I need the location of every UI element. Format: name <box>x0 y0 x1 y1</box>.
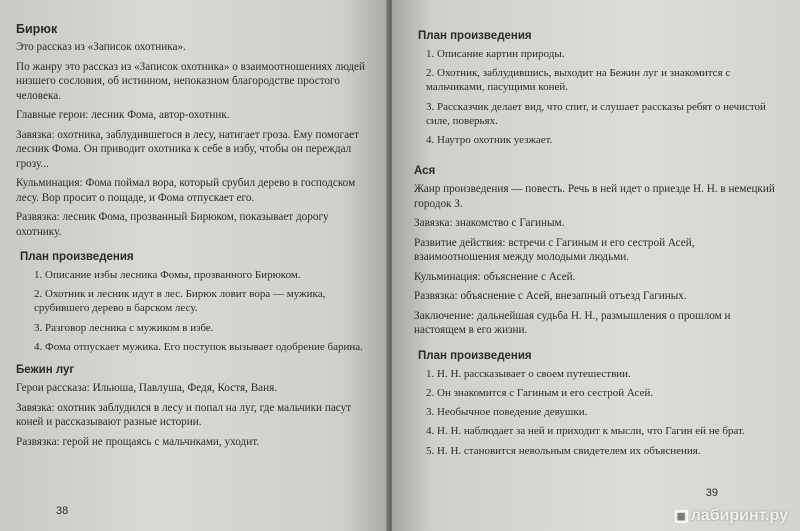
watermark <box>675 507 788 525</box>
right-page <box>392 0 800 531</box>
bezhin-plan-item: 3. Рассказчик делает вид, что спит, и слушает рассказы ребят о нечистой силе, поверьях. <box>426 100 766 127</box>
bezhin-heading: Бежин луг <box>16 364 75 377</box>
bezhin-paragraph: Развязка: герой не прощаясь с мальчиками, уходит. <box>16 435 260 448</box>
left-page <box>0 0 388 531</box>
asya-plan-item: 2. Он знакомится с Гагиным и его сестрой Асей. <box>426 386 654 399</box>
bezhin-plan-item: 1. Описание картин природы. <box>426 48 565 60</box>
asya-paragraph: Кульминация: объяснение с Асей. <box>414 270 576 283</box>
right-page-number: 39 <box>705 487 718 499</box>
biryuk-plan-title: План произведения <box>20 251 134 263</box>
biryuk-plan-item: 1. Описание избы лесника Фомы, прозванного Бирюком. <box>34 269 301 281</box>
labyrinth-logo-icon: ▦ <box>675 510 688 523</box>
biryuk-paragraph: По жанру это рассказ из «Записок охотника» о взаимоотношениях людей низшего сословия, об истинном, непоказном благородстве простого человека. <box>16 60 366 102</box>
asya-paragraph: Развязка: объяснение с Асей, внезапный отъезд Гагиных. <box>414 290 687 303</box>
asya-paragraph: Завязка: знакомство с Гагиным. <box>414 217 565 230</box>
asya-paragraph: Жанр произведения — повесть. Речь в ней идет о приезде Н. Н. в немецкий городок З. <box>414 183 775 210</box>
asya-plan-item: 3. Необычное поведение девушки. <box>426 406 588 419</box>
biryuk-plan-item: 4. Фома отпускает мужика. Его поступок вызывает одобрение барина. <box>34 340 363 353</box>
asya-paragraph: Заключение: дальнейшая судьба Н. Н., размышления о прошлом и настоящем в его жизни. <box>414 309 731 337</box>
bezhin-paragraph: Завязка: охотник заблудился в лесу и попал на луг, где мальчики пасут коней и рассказывают разные истории. <box>16 401 352 429</box>
bezhin-plan-title: План произведения <box>418 30 532 42</box>
biryuk-heading: Бирюк <box>16 22 58 36</box>
biryuk-plan-item: 3. Разговор лесника с мужиком в избе. <box>34 321 214 334</box>
asya-plan-title: План произведения <box>418 349 532 362</box>
asya-paragraph: Развитие действия: встречи с Гагиным и его сестрой Асей, взаимоотношения между молодыми людьми. <box>414 236 695 264</box>
asya-heading: Ася <box>414 165 436 178</box>
bezhin-plan-item: 2. Охотник, заблудившись, выходит на Бежин луг и знакомится с мальчиками, пасущими коней. <box>426 67 731 94</box>
biryuk-paragraph: Это рассказ из «Записок охотника». <box>16 41 186 53</box>
asya-plan-item: 5. Н. Н. становится невольным свидетелем их объяснения. <box>426 444 701 457</box>
left-page-number: 38 <box>56 505 69 517</box>
biryuk-paragraph: Развязка: лесник Фома, прозванный Бирюком, показывает дорогу охотнику. <box>16 211 329 238</box>
biryuk-plan-item: 2. Охотник и лесник идут в лес. Бирюк ловит вора — мужика, срубившего дерево в барском лесу. <box>34 288 326 315</box>
asya-plan-item: 4. Н. Н. наблюдает за ней и приходит к мысли, что Гагин ей не брат. <box>426 425 745 438</box>
asya-plan-item: 1. Н. Н. рассказывает о своем путешествии. <box>426 367 631 380</box>
bezhin-paragraph: Герои рассказа: Ильюша, Павлуша, Федя, Костя, Ваня. <box>16 382 278 395</box>
biryuk-paragraph: Главные герои: лесник Фома, автор-охотник. <box>16 109 230 121</box>
biryuk-paragraph: Завязка: охотника, заблудившегося в лесу, натигает гроза. Ему помогает лесник Фома. Он приводит охотника к себе в избу, чтобы он переждал грозу... <box>16 128 359 170</box>
bezhin-plan-item: 4. Наутро охотник уезжает. <box>426 134 553 147</box>
biryuk-paragraph: Кульминация: Фома поймал вора, который срубил дерево в господском лесу. Вор просит о пощаде, и Фома отпускает его. <box>16 177 356 204</box>
watermark-text: лабиринт.ру <box>690 507 788 524</box>
